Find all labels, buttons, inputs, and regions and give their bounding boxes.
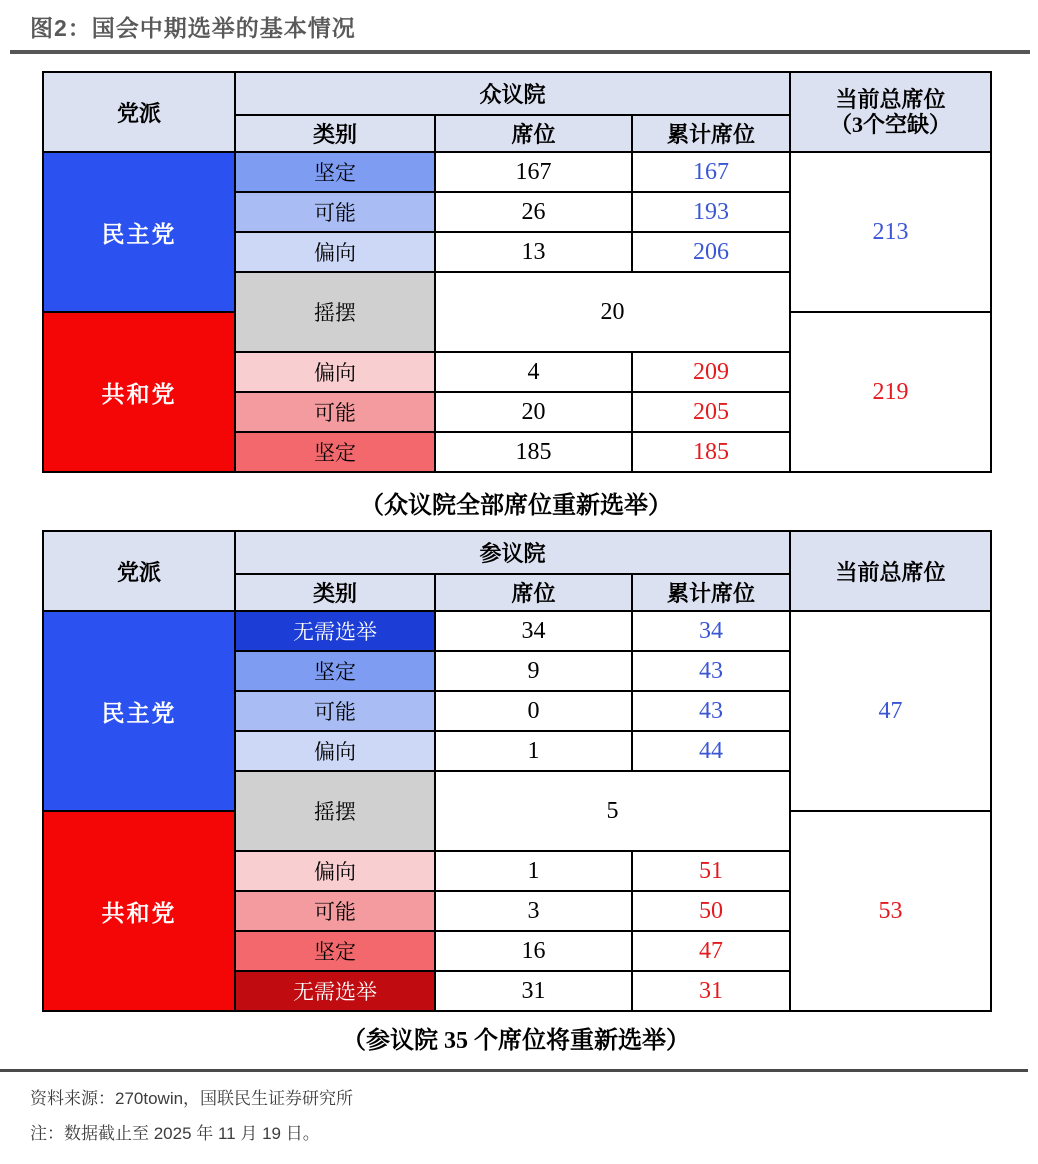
house-rep-seats-cell: 4 [435, 352, 632, 392]
senate-democrat-total-cell: 47 [790, 611, 991, 811]
senate-rep-cumulative-cell: 50 [632, 891, 790, 931]
senate-dem-category-cell: 偏向 [235, 731, 435, 771]
title-divider [10, 50, 1030, 54]
senate-caption: （参议院 35 个席位将重新选举） [342, 1028, 690, 1054]
house-party-header: 党派 [43, 72, 235, 152]
senate-rep-category-cell: 偏向 [235, 851, 435, 891]
senate-rep-seats-cell: 31 [435, 971, 632, 1011]
house-dem-category-cell: 偏向 [235, 232, 435, 272]
house-rep-seats-cell: 185 [435, 432, 632, 472]
senate-rep-seats-cell: 1 [435, 851, 632, 891]
house-category-header: 类别 [235, 115, 435, 152]
senate-seats-header: 席位 [435, 574, 632, 611]
house-rep-cumulative-cell: 209 [632, 352, 790, 392]
senate-dem-category-cell: 可能 [235, 691, 435, 731]
senate-rep-cumulative-cell: 31 [632, 971, 790, 1011]
senate-category-header: 类别 [235, 574, 435, 611]
house-rep-seats-cell: 20 [435, 392, 632, 432]
house-dem-cumulative-cell: 206 [632, 232, 790, 272]
footer-divider [0, 1069, 1028, 1072]
senate-republican-party-cell: 共和党 [43, 811, 235, 1011]
source-note: 资料来源：270towin，国联民生证券研究所 [30, 1089, 354, 1108]
house-cumulative-header: 累计席位 [632, 115, 790, 152]
senate-dem-seats-cell: 9 [435, 651, 632, 691]
senate-dem-seats-cell: 34 [435, 611, 632, 651]
senate-dem-cumulative-cell: 43 [632, 651, 790, 691]
senate-swing-seats-cell: 5 [435, 771, 790, 851]
house-dem-cumulative-cell: 193 [632, 192, 790, 232]
house-democrat-party-cell: 民主党 [43, 152, 235, 312]
senate-table [42, 530, 992, 1012]
senate-total-header: 当前总席位 [790, 531, 991, 611]
senate-dem-seats-cell: 1 [435, 731, 632, 771]
senate-swing-category-cell: 摇摆 [235, 771, 435, 851]
senate-dem-seats-cell: 0 [435, 691, 632, 731]
house-republican-total-cell: 219 [790, 312, 991, 472]
house-dem-cumulative-cell: 167 [632, 152, 790, 192]
house-chamber-header: 众议院 [235, 72, 790, 115]
senate-cumulative-header: 累计席位 [632, 574, 790, 611]
senate-rep-category-cell: 坚定 [235, 931, 435, 971]
house-rep-cumulative-cell: 205 [632, 392, 790, 432]
house-rep-category-cell: 偏向 [235, 352, 435, 392]
senate-party-header: 党派 [43, 531, 235, 611]
house-total-header-line1: 当前总席位 [835, 86, 946, 112]
senate-dem-cumulative-cell: 43 [632, 691, 790, 731]
senate-rep-seats-cell: 16 [435, 931, 632, 971]
senate-democrat-party-cell: 民主党 [43, 611, 235, 811]
senate-rep-category-cell: 无需选举 [235, 971, 435, 1011]
senate-dem-category-cell: 坚定 [235, 651, 435, 691]
house-dem-seats-cell: 13 [435, 232, 632, 272]
senate-dem-cumulative-cell: 44 [632, 731, 790, 771]
senate-rep-cumulative-cell: 47 [632, 931, 790, 971]
house-seats-header: 席位 [435, 115, 632, 152]
senate-rep-cumulative-cell: 51 [632, 851, 790, 891]
senate-dem-cumulative-cell: 34 [632, 611, 790, 651]
house-swing-category-cell: 摇摆 [235, 272, 435, 352]
house-dem-seats-cell: 167 [435, 152, 632, 192]
senate-chamber-header: 参议院 [235, 531, 790, 574]
senate-rep-seats-cell: 3 [435, 891, 632, 931]
house-rep-category-cell: 可能 [235, 392, 435, 432]
house-republican-party-cell: 共和党 [43, 312, 235, 472]
house-dem-category-cell: 可能 [235, 192, 435, 232]
house-total-header [790, 72, 991, 152]
figure-page [0, 10, 1038, 1164]
house-swing-seats-cell: 20 [435, 272, 790, 352]
figure-title: 图2：国会中期选举的基本情况 [30, 15, 356, 41]
data-cutoff-note: 注：数据截止至 2025 年 11 月 19 日。 [30, 1124, 320, 1143]
house-rep-cumulative-cell: 185 [632, 432, 790, 472]
house-dem-category-cell: 坚定 [235, 152, 435, 192]
house-dem-seats-cell: 26 [435, 192, 632, 232]
senate-republican-total-cell: 53 [790, 811, 991, 1011]
house-democrat-total-cell: 213 [790, 152, 991, 312]
house-total-header-line2: （3个空缺） [829, 112, 951, 137]
house-table [42, 71, 992, 473]
senate-dem-category-cell: 无需选举 [235, 611, 435, 651]
house-caption: （众议院全部席位重新选举） [360, 493, 672, 519]
senate-rep-category-cell: 可能 [235, 891, 435, 931]
house-rep-category-cell: 坚定 [235, 432, 435, 472]
